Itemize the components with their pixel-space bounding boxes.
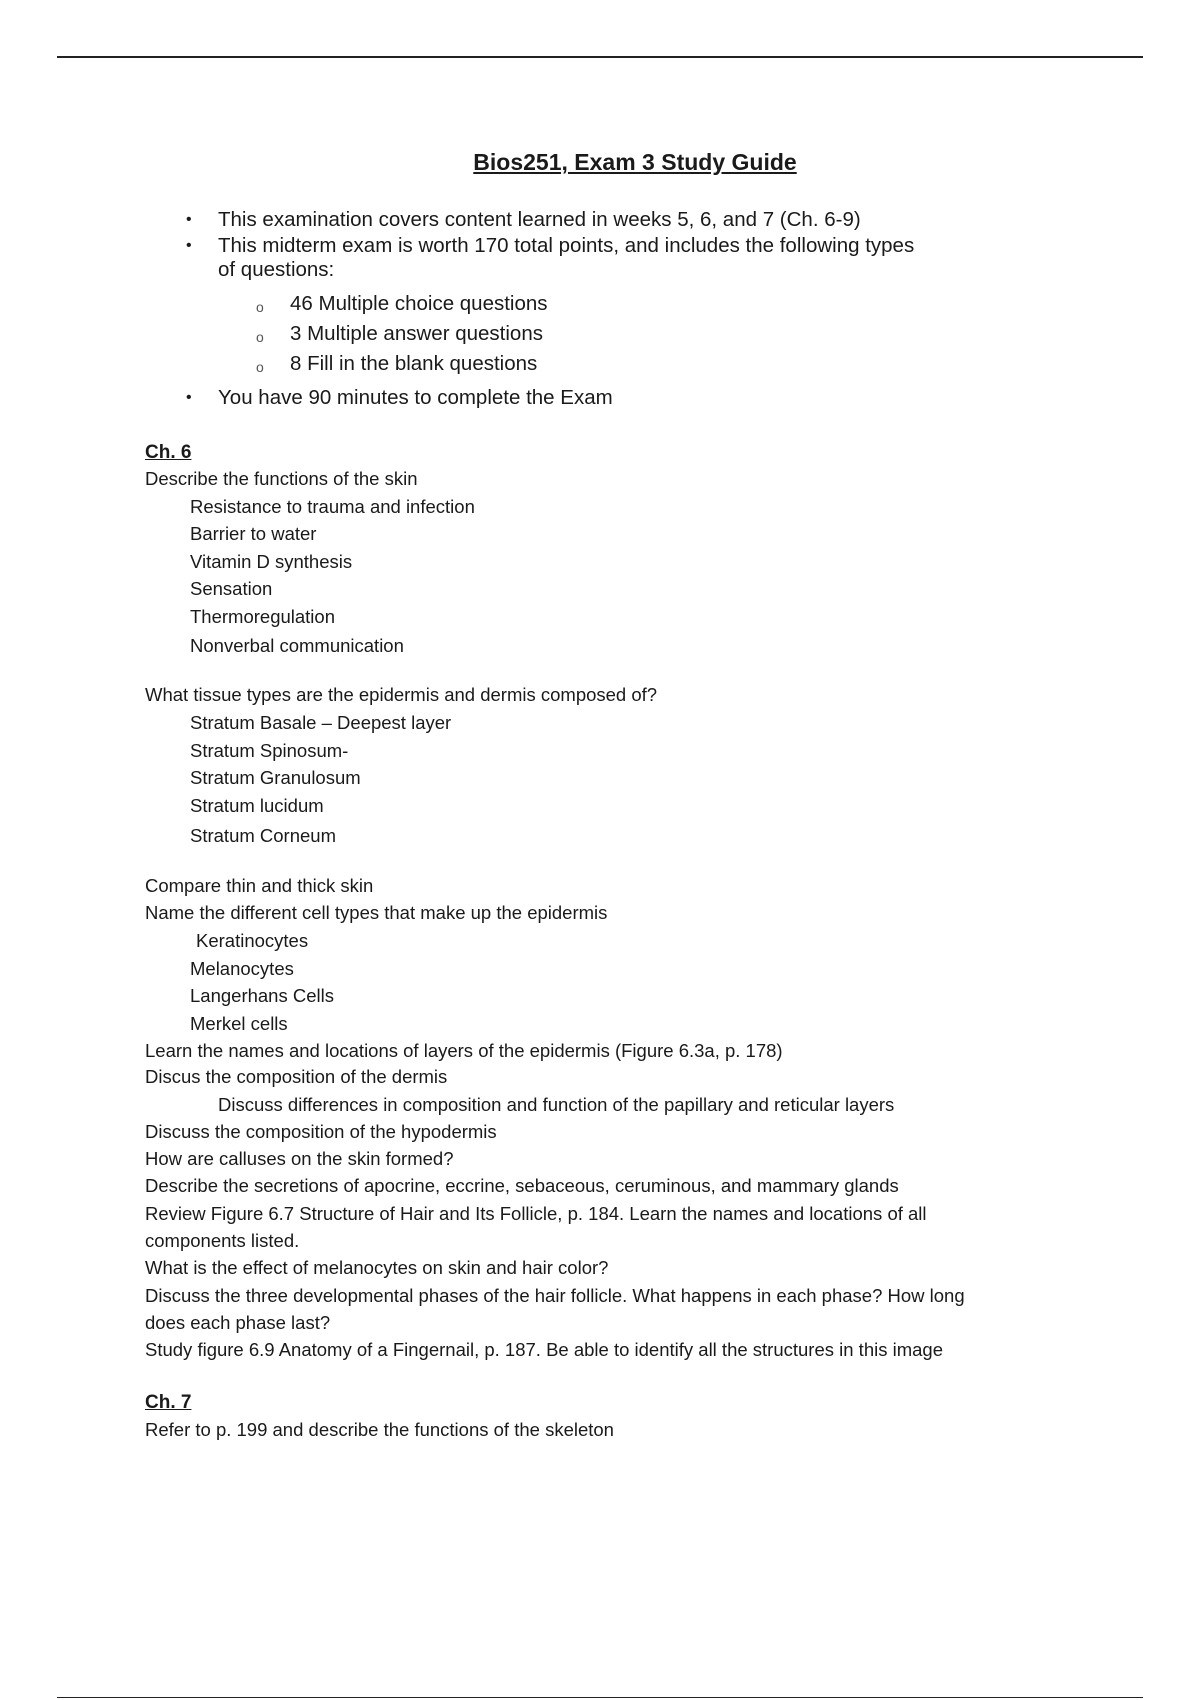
stratum-item: Stratum Spinosum- (190, 740, 349, 761)
ch6-compare-skin: Compare thin and thick skin (145, 875, 374, 896)
intro-sub-multiple-choice: o 46 Multiple choice questions (290, 292, 548, 316)
bullet-icon: • (186, 389, 192, 406)
page-title: Bios251, Exam 3 Study Guide (473, 149, 797, 175)
ch6-cells-question: Name the different cell types that make up the epidermis (145, 902, 608, 923)
bottom-rule (57, 1697, 1143, 1698)
skin-function-item: Barrier to water (190, 523, 317, 544)
ch6-dermis: Discus the composition of the dermis (145, 1066, 448, 1087)
top-rule (57, 56, 1143, 58)
ch6-fingernail: Study figure 6.9 Anatomy of a Fingernail, p. 187. Be able to identify all the structures in this image (145, 1339, 944, 1360)
cell-type-item: Langerhans Cells (190, 985, 334, 1006)
stratum-item: Stratum Corneum (190, 825, 336, 846)
ch6-glands: Describe the secretions of apocrine, eccrine, sebaceous, ceruminous, and mammary glands (145, 1175, 899, 1196)
skin-function-item: Thermoregulation (190, 606, 335, 627)
circle-bullet-icon: o (256, 359, 264, 375)
ch6-papillary: Discuss differences in composition and function of the papillary and reticular layers (218, 1094, 895, 1115)
intro-bullet-time: • You have 90 minutes to complete the Exam (186, 386, 613, 409)
ch6-hair-phases: Discuss the three developmental phases of the hair follicle. What happens in each phase? How long does each phase last? (145, 1285, 965, 1333)
ch6-tissue-question: What tissue types are the epidermis and dermis composed of? (145, 684, 658, 705)
intro-sub-fill-blank: o 8 Fill in the blank questions (290, 352, 537, 376)
bullet-icon: • (186, 211, 192, 228)
stratum-item: Stratum Basale – Deepest layer (190, 712, 452, 733)
circle-bullet-icon: o (256, 299, 264, 315)
cell-type-item: Melanocytes (190, 958, 294, 979)
intro-bullet-coverage: • This examination covers content learned in weeks 5, 6, and 7 (Ch. 6-9) (186, 208, 861, 231)
stratum-item: Stratum Granulosum (190, 767, 361, 788)
skin-function-item: Vitamin D synthesis (190, 551, 353, 572)
skin-function-item: Resistance to trauma and infection (190, 496, 475, 517)
cell-type-item: Merkel cells (190, 1013, 288, 1034)
ch6-hypodermis: Discuss the composition of the hypodermis (145, 1121, 497, 1142)
ch6-layers: Learn the names and locations of layers of the epidermis (Figure 6.3a, p. 178) (145, 1040, 783, 1061)
ch6-melanocytes: What is the effect of melanocytes on skin and hair color? (145, 1257, 609, 1278)
bullet-icon: • (186, 237, 192, 254)
stratum-item: Stratum lucidum (190, 795, 324, 816)
intro-sub-multiple-answer: o 3 Multiple answer questions (290, 322, 543, 346)
ch6-skin-question: Describe the functions of the skin (145, 468, 418, 489)
ch6-heading: Ch. 6 (145, 442, 192, 463)
skin-function-item: Sensation (190, 578, 273, 599)
intro-bullet-points: • This midterm exam is worth 170 total points, and includes the following types of questions: (186, 234, 915, 281)
circle-bullet-icon: o (256, 329, 264, 345)
ch6-calluses: How are calluses on the skin formed? (145, 1148, 454, 1169)
ch7-heading: Ch. 7 (145, 1392, 192, 1413)
ch6-hair-figure: Review Figure 6.7 Structure of Hair and Its Follicle, p. 184. Learn the names and locations of all components listed. (145, 1203, 927, 1251)
cell-type-item: Keratinocytes (196, 930, 309, 951)
skin-function-item: Nonverbal communication (190, 635, 404, 656)
ch7-skeleton: Refer to p. 199 and describe the functions of the skeleton (145, 1419, 614, 1440)
